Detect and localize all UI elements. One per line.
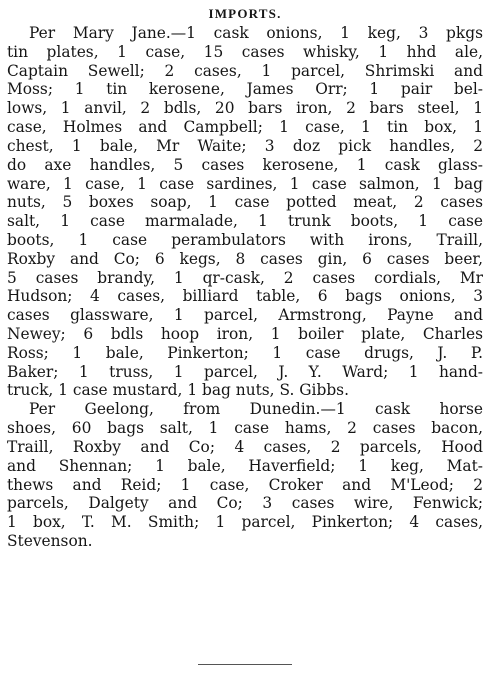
end-rule bbox=[198, 664, 292, 665]
text-line: Moss; 1 tin kerosene, James Orr; 1 pair bel- bbox=[7, 80, 483, 99]
text-line: shoes, 60 bags salt, 1 case hams, 2 cases bacon, bbox=[7, 419, 483, 438]
section-heading: IMPORTS. bbox=[208, 6, 282, 21]
text-line: Roxby and Co; 6 kegs, 8 cases gin, 6 cases beer, bbox=[7, 249, 483, 268]
text-line: Stevenson. bbox=[7, 531, 93, 550]
text-line: Ross; 1 bale, Pinkerton; 1 case drugs, J. P. bbox=[7, 343, 483, 362]
text-line: Captain Sewell; 2 cases, 1 parcel, Shrimski and bbox=[7, 61, 483, 80]
text-line: and Shennan; 1 bale, Haverfield; 1 keg, Mat- bbox=[7, 456, 483, 475]
text-line: 5 cases brandy, 1 qr-cask, 2 cases cordials, Mr bbox=[7, 268, 483, 287]
paragraph-mary-jane bbox=[7, 24, 483, 400]
text-line: Traill, Roxby and Co; 4 cases, 2 parcels, Hood bbox=[7, 437, 483, 456]
text-line: salt, 1 case marmalade, 1 trunk boots, 1 case bbox=[7, 212, 483, 231]
text-line: Per Mary Jane.—1 cask onions, 1 keg, 3 pkgs bbox=[29, 24, 483, 42]
text-line: thews and Reid; 1 case, Croker and M'Leod; 2 bbox=[7, 475, 483, 494]
text-line: Baker; 1 truss, 1 parcel, J. Y. Ward; 1 hand- bbox=[7, 362, 483, 381]
text-line: nuts, 5 boxes soap, 1 case potted meat, 2 cases bbox=[7, 193, 483, 212]
text-line: ware, 1 case, 1 case sardines, 1 case salmon, 1 bag bbox=[7, 174, 483, 193]
text-line: truck, 1 case mustard, 1 bag nuts, S. Gibbs. bbox=[7, 381, 349, 400]
text-line: 1 box, T. M. Smith; 1 parcel, Pinkerton; 4 cases, bbox=[7, 513, 483, 532]
paragraph-geelong bbox=[7, 400, 483, 551]
text-line: tin plates, 1 case, 15 cases whisky, 1 hhd ale, bbox=[7, 42, 483, 61]
text-line: cases glassware, 1 parcel, Armstrong, Payne and bbox=[7, 306, 483, 325]
text-line: lows, 1 anvil, 2 bdls, 20 bars iron, 2 bars steel, 1 bbox=[7, 99, 483, 118]
text-line: parcels, Dalgety and Co; 3 cases wire, Fenwick; bbox=[7, 494, 483, 513]
text-line: boots, 1 case perambulators with irons, Traill, bbox=[7, 230, 483, 249]
text-line: Per Geelong, from Dunedin.—1 cask horse bbox=[29, 400, 483, 419]
text-line: do axe handles, 5 cases kerosene, 1 cask glass- bbox=[7, 155, 483, 174]
text-line: Newey; 6 bdls hoop iron, 1 boiler plate, Charles bbox=[7, 325, 483, 343]
text-line: Hudson; 4 cases, billiard table, 6 bags onions, 3 bbox=[7, 287, 483, 306]
text-line: chest, 1 bale, Mr Waite; 3 doz pick handles, 2 bbox=[7, 136, 483, 155]
text-line: case, Holmes and Campbell; 1 case, 1 tin box, 1 bbox=[7, 118, 483, 137]
